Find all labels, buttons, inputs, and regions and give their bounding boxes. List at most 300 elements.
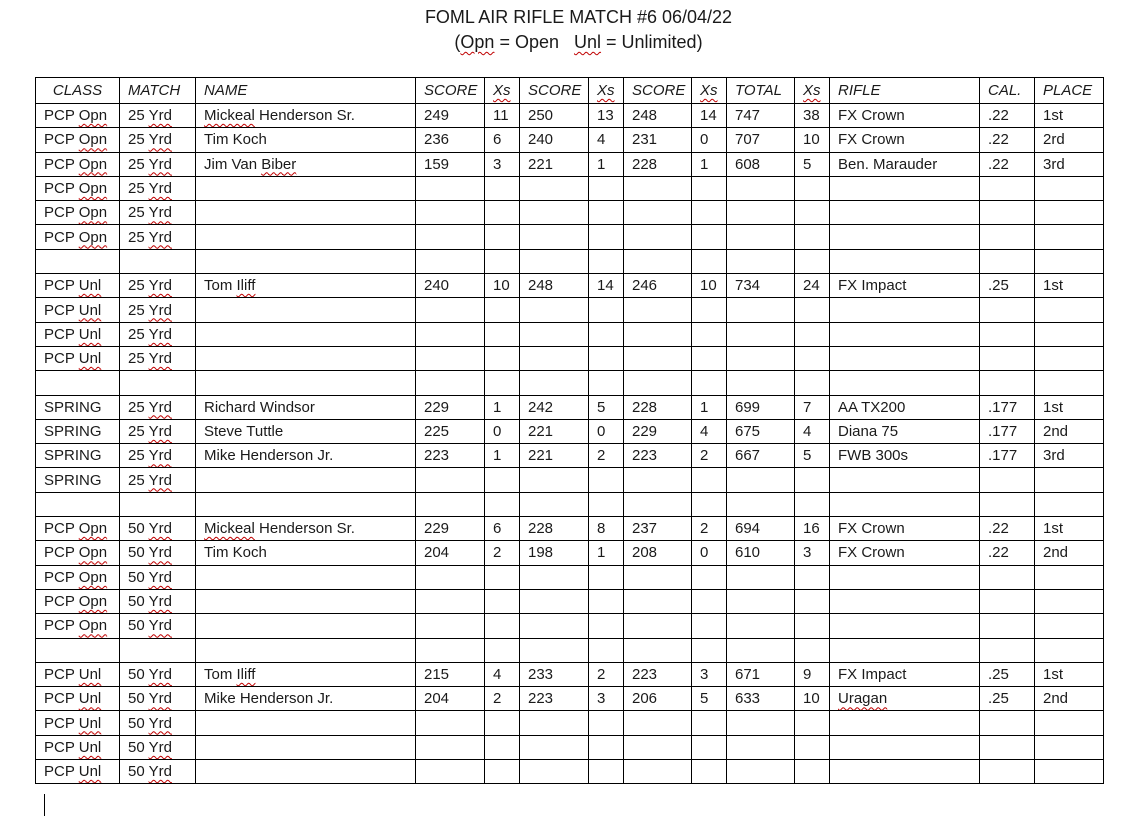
cell-score2 [520,176,589,200]
cell-class: PCP Opn [36,565,120,589]
table-row [36,735,1104,759]
cell-score1 [416,565,485,589]
cell-class: PCP Opn [36,225,120,249]
cell-score1: 240 [416,274,485,298]
cell-score1 [416,638,485,662]
document-title: FOML AIR RIFLE MATCH #6 06/04/22 [424,7,733,27]
table-row [36,614,1104,638]
cell-rifle [830,614,980,638]
cell-xs1: 6 [485,128,520,152]
cell-total: 671 [727,662,795,686]
cell-score2 [520,322,589,346]
cell-place: 2nd [1035,687,1104,711]
cell-rifle [830,589,980,613]
cell-match: 25 Yrd [120,274,196,298]
cell-total [727,565,795,589]
cell-score3 [624,249,692,273]
cell-xs3 [692,565,727,589]
cell-xs2: 8 [589,517,624,541]
cell-cal [980,346,1035,370]
cell-xs1: 2 [485,541,520,565]
cell-score2 [520,249,589,273]
table-row [36,565,1104,589]
cell-xs-total [795,201,830,225]
table-row [36,225,1104,249]
cell-match: 50 Yrd [120,687,196,711]
cell-name: Mickeal Henderson Sr. [196,104,416,128]
cell-xs-total: 5 [795,444,830,468]
cell-xs-total [795,565,830,589]
document-subtitle: (Opn = Open Unl = Unlimited) [454,32,703,52]
cell-name [196,201,416,225]
header-total: TOTAL [727,78,795,104]
cell-xs2: 0 [589,419,624,443]
cell-cal [980,322,1035,346]
cell-match: 25 Yrd [120,152,196,176]
table-row [36,152,1104,176]
cell-cal: .22 [980,541,1035,565]
cell-score3: 237 [624,517,692,541]
cell-score3 [624,760,692,784]
cell-total: 633 [727,687,795,711]
cell-score2: 248 [520,274,589,298]
cell-xs2 [589,201,624,225]
cell-match: 25 Yrd [120,419,196,443]
cell-total [727,735,795,759]
cell-xs-total [795,589,830,613]
table-row [36,395,1104,419]
cell-class: PCP Unl [36,322,120,346]
table-row [36,760,1104,784]
cell-class: PCP Unl [36,346,120,370]
cell-score2: 250 [520,104,589,128]
cell-xs-total [795,468,830,492]
cell-xs2 [589,614,624,638]
cell-score3: 231 [624,128,692,152]
cell-match [120,492,196,516]
cell-name: Tom Iliff [196,274,416,298]
cell-place: 1st [1035,274,1104,298]
cell-xs3: 1 [692,395,727,419]
cell-total [727,322,795,346]
cell-xs1 [485,201,520,225]
cell-cal [980,468,1035,492]
cell-match: 25 Yrd [120,395,196,419]
header-cal: CAL. [980,78,1035,104]
cell-score2: 228 [520,517,589,541]
cell-total [727,201,795,225]
cell-cal: .22 [980,152,1035,176]
cell-rifle: FX Crown [830,517,980,541]
cell-match: 25 Yrd [120,444,196,468]
results-table [35,77,1104,784]
cell-score1 [416,589,485,613]
cell-total: 734 [727,274,795,298]
cell-cal: .177 [980,419,1035,443]
cell-class: PCP Unl [36,735,120,759]
table-row-spacer [36,371,1104,395]
cell-rifle [830,468,980,492]
cell-cal [980,565,1035,589]
cell-xs1 [485,249,520,273]
cell-name [196,638,416,662]
cell-place: 2nd [1035,419,1104,443]
cell-rifle [830,225,980,249]
cell-rifle [830,322,980,346]
cell-cal [980,614,1035,638]
table-row [36,419,1104,443]
cell-match: 25 Yrd [120,104,196,128]
cell-xs3 [692,760,727,784]
cell-xs-total [795,322,830,346]
cell-name [196,492,416,516]
table-row [36,346,1104,370]
cell-cal [980,760,1035,784]
cell-xs2 [589,638,624,662]
cell-name [196,565,416,589]
cell-class: PCP Unl [36,760,120,784]
cell-cal: .25 [980,662,1035,686]
cell-name [196,614,416,638]
cell-xs3 [692,346,727,370]
cell-cal: .25 [980,687,1035,711]
cell-xs-total: 10 [795,687,830,711]
cell-xs2 [589,711,624,735]
cell-xs3 [692,735,727,759]
header-row [36,78,1104,104]
cell-match: 25 Yrd [120,298,196,322]
table-row [36,541,1104,565]
cell-match: 50 Yrd [120,711,196,735]
cell-xs-total: 7 [795,395,830,419]
cell-match: 25 Yrd [120,225,196,249]
cell-score2 [520,735,589,759]
cell-match: 50 Yrd [120,614,196,638]
cell-class [36,249,120,273]
cell-score3 [624,492,692,516]
cell-xs2 [589,225,624,249]
cell-class [36,371,120,395]
cell-rifle: Uragan [830,687,980,711]
cell-place [1035,176,1104,200]
cell-score1 [416,225,485,249]
cell-score2: 223 [520,687,589,711]
cell-xs1 [485,638,520,662]
text-cursor [44,794,45,816]
cell-place: 1st [1035,104,1104,128]
cell-score3 [624,589,692,613]
table-row [36,298,1104,322]
cell-class: SPRING [36,444,120,468]
cell-xs3 [692,176,727,200]
cell-match [120,638,196,662]
cell-xs-total [795,346,830,370]
cell-cal: .22 [980,104,1035,128]
cell-xs1 [485,225,520,249]
cell-total: 747 [727,104,795,128]
cell-score1 [416,322,485,346]
cell-name [196,589,416,613]
cell-name: Tim Koch [196,128,416,152]
cell-name [196,735,416,759]
cell-xs1 [485,760,520,784]
cell-xs1: 2 [485,687,520,711]
cell-xs3 [692,371,727,395]
cell-cal [980,225,1035,249]
cell-score3: 248 [624,104,692,128]
cell-score3: 206 [624,687,692,711]
cell-total: 675 [727,419,795,443]
cell-score1 [416,249,485,273]
cell-score1: 204 [416,687,485,711]
cell-match: 50 Yrd [120,565,196,589]
cell-xs1: 10 [485,274,520,298]
cell-name [196,711,416,735]
cell-cal: .22 [980,517,1035,541]
cell-total [727,176,795,200]
cell-name: Mike Henderson Jr. [196,687,416,711]
cell-xs-total [795,760,830,784]
cell-xs1 [485,614,520,638]
cell-total [727,468,795,492]
cell-score1 [416,492,485,516]
cell-place: 1st [1035,662,1104,686]
cell-place [1035,346,1104,370]
cell-rifle [830,492,980,516]
cell-score1 [416,711,485,735]
cell-xs2 [589,176,624,200]
cell-score1: 229 [416,395,485,419]
cell-name: Mike Henderson Jr. [196,444,416,468]
cell-xs2 [589,760,624,784]
cell-score2 [520,565,589,589]
cell-score1 [416,468,485,492]
cell-score2: 221 [520,444,589,468]
cell-xs-total: 24 [795,274,830,298]
cell-match: 50 Yrd [120,517,196,541]
cell-score3 [624,371,692,395]
header-match: MATCH [120,78,196,104]
cell-score3 [624,225,692,249]
table-row [36,468,1104,492]
cell-score2 [520,760,589,784]
cell-score2 [520,492,589,516]
cell-score2 [520,371,589,395]
header-score3: SCORE [624,78,692,104]
cell-class: PCP Opn [36,589,120,613]
cell-rifle: FX Crown [830,128,980,152]
cell-score3 [624,201,692,225]
cell-name: Tim Koch [196,541,416,565]
cell-score3: 228 [624,395,692,419]
cell-class: PCP Opn [36,104,120,128]
cell-rifle: Ben. Marauder [830,152,980,176]
cell-score1: 236 [416,128,485,152]
cell-xs2: 13 [589,104,624,128]
cell-score2: 242 [520,395,589,419]
cell-match [120,249,196,273]
table-row [36,711,1104,735]
cell-xs-total [795,298,830,322]
cell-rifle [830,735,980,759]
cell-class: PCP Opn [36,614,120,638]
cell-place [1035,614,1104,638]
header-xs3: Xs [692,78,727,104]
cell-cal [980,638,1035,662]
cell-rifle [830,760,980,784]
cell-xs2 [589,322,624,346]
cell-xs3 [692,322,727,346]
cell-score3 [624,298,692,322]
cell-xs-total [795,371,830,395]
cell-place: 3rd [1035,152,1104,176]
table-row [36,201,1104,225]
cell-score2 [520,589,589,613]
cell-total: 667 [727,444,795,468]
cell-rifle: Diana 75 [830,419,980,443]
cell-xs3 [692,225,727,249]
cell-total [727,298,795,322]
cell-xs3: 2 [692,517,727,541]
cell-match: 25 Yrd [120,322,196,346]
cell-cal [980,298,1035,322]
cell-total [727,711,795,735]
cell-xs1: 4 [485,662,520,686]
cell-place [1035,638,1104,662]
cell-class: SPRING [36,395,120,419]
cell-rifle: AA TX200 [830,395,980,419]
header-xs-total: Xs [795,78,830,104]
cell-score2 [520,298,589,322]
cell-xs2: 4 [589,128,624,152]
cell-cal [980,201,1035,225]
cell-xs3: 4 [692,419,727,443]
cell-xs3 [692,589,727,613]
cell-xs2 [589,298,624,322]
cell-cal [980,249,1035,273]
header-class: CLASS [36,78,120,104]
cell-match: 25 Yrd [120,201,196,225]
table-row [36,517,1104,541]
cell-xs1: 6 [485,517,520,541]
cell-score1 [416,298,485,322]
cell-xs3 [692,711,727,735]
cell-xs-total: 16 [795,517,830,541]
cell-xs1: 3 [485,152,520,176]
cell-xs3: 0 [692,128,727,152]
cell-class [36,638,120,662]
cell-xs1 [485,589,520,613]
cell-score3: 223 [624,662,692,686]
cell-xs3: 14 [692,104,727,128]
cell-xs2: 1 [589,152,624,176]
cell-score2: 221 [520,419,589,443]
cell-score2 [520,638,589,662]
cell-xs2: 1 [589,541,624,565]
cell-total [727,225,795,249]
cell-xs2: 5 [589,395,624,419]
cell-score3: 208 [624,541,692,565]
cell-xs3 [692,298,727,322]
cell-match [120,371,196,395]
cell-rifle: FX Impact [830,662,980,686]
cell-total [727,492,795,516]
cell-score3: 229 [624,419,692,443]
cell-class: PCP Opn [36,152,120,176]
table-row [36,687,1104,711]
cell-name [196,322,416,346]
cell-xs-total: 38 [795,104,830,128]
cell-xs1 [485,711,520,735]
table-row [36,176,1104,200]
cell-xs-total [795,735,830,759]
cell-place [1035,492,1104,516]
cell-score3 [624,638,692,662]
cell-score3 [624,346,692,370]
cell-match: 50 Yrd [120,735,196,759]
cell-xs1 [485,735,520,759]
cell-xs1 [485,468,520,492]
cell-score1: 249 [416,104,485,128]
cell-class: PCP Opn [36,201,120,225]
cell-name [196,298,416,322]
cell-class [36,492,120,516]
cell-match: 25 Yrd [120,468,196,492]
table-row [36,274,1104,298]
cell-total: 699 [727,395,795,419]
cell-xs1 [485,346,520,370]
cell-place: 1st [1035,517,1104,541]
cell-xs-total: 4 [795,419,830,443]
cell-place: 2rd [1035,128,1104,152]
cell-xs-total [795,614,830,638]
cell-xs2: 2 [589,444,624,468]
cell-class: SPRING [36,419,120,443]
cell-name: Jim Van Biber [196,152,416,176]
cell-xs2 [589,249,624,273]
table-row-spacer [36,249,1104,273]
cell-cal [980,735,1035,759]
cell-cal [980,371,1035,395]
cell-rifle: FX Crown [830,541,980,565]
cell-rifle [830,711,980,735]
cell-cal: .177 [980,444,1035,468]
cell-place: 2nd [1035,541,1104,565]
cell-score2 [520,225,589,249]
cell-match: 50 Yrd [120,541,196,565]
cell-score3 [624,711,692,735]
cell-total [727,346,795,370]
cell-class: PCP Unl [36,687,120,711]
cell-xs3 [692,614,727,638]
cell-class: PCP Unl [36,711,120,735]
cell-rifle [830,176,980,200]
cell-xs3: 0 [692,541,727,565]
cell-score1 [416,176,485,200]
cell-xs1 [485,298,520,322]
cell-place: 1st [1035,395,1104,419]
cell-match: 50 Yrd [120,760,196,784]
cell-cal [980,492,1035,516]
table-row [36,662,1104,686]
cell-total: 694 [727,517,795,541]
cell-xs1: 11 [485,104,520,128]
cell-score1 [416,346,485,370]
cell-name [196,468,416,492]
cell-total: 610 [727,541,795,565]
cell-place [1035,468,1104,492]
cell-xs-total [795,711,830,735]
